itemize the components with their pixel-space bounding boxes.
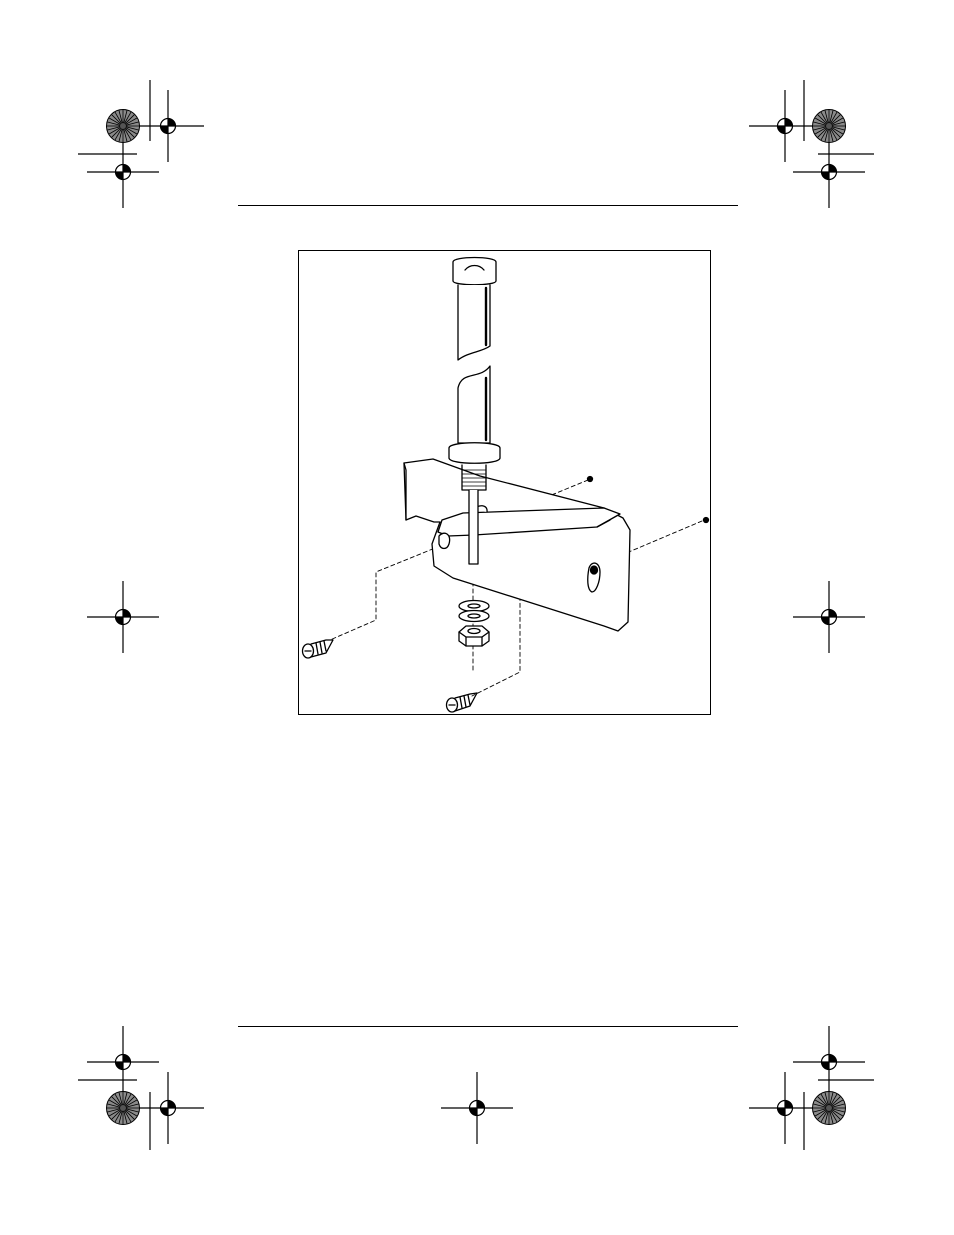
lock-washer bbox=[459, 601, 489, 622]
hex-nut bbox=[459, 626, 489, 646]
pilot-hole bbox=[704, 518, 709, 523]
wood-screw-left bbox=[303, 640, 334, 658]
pilot-hole bbox=[588, 477, 593, 482]
mounting-bracket bbox=[404, 459, 630, 631]
